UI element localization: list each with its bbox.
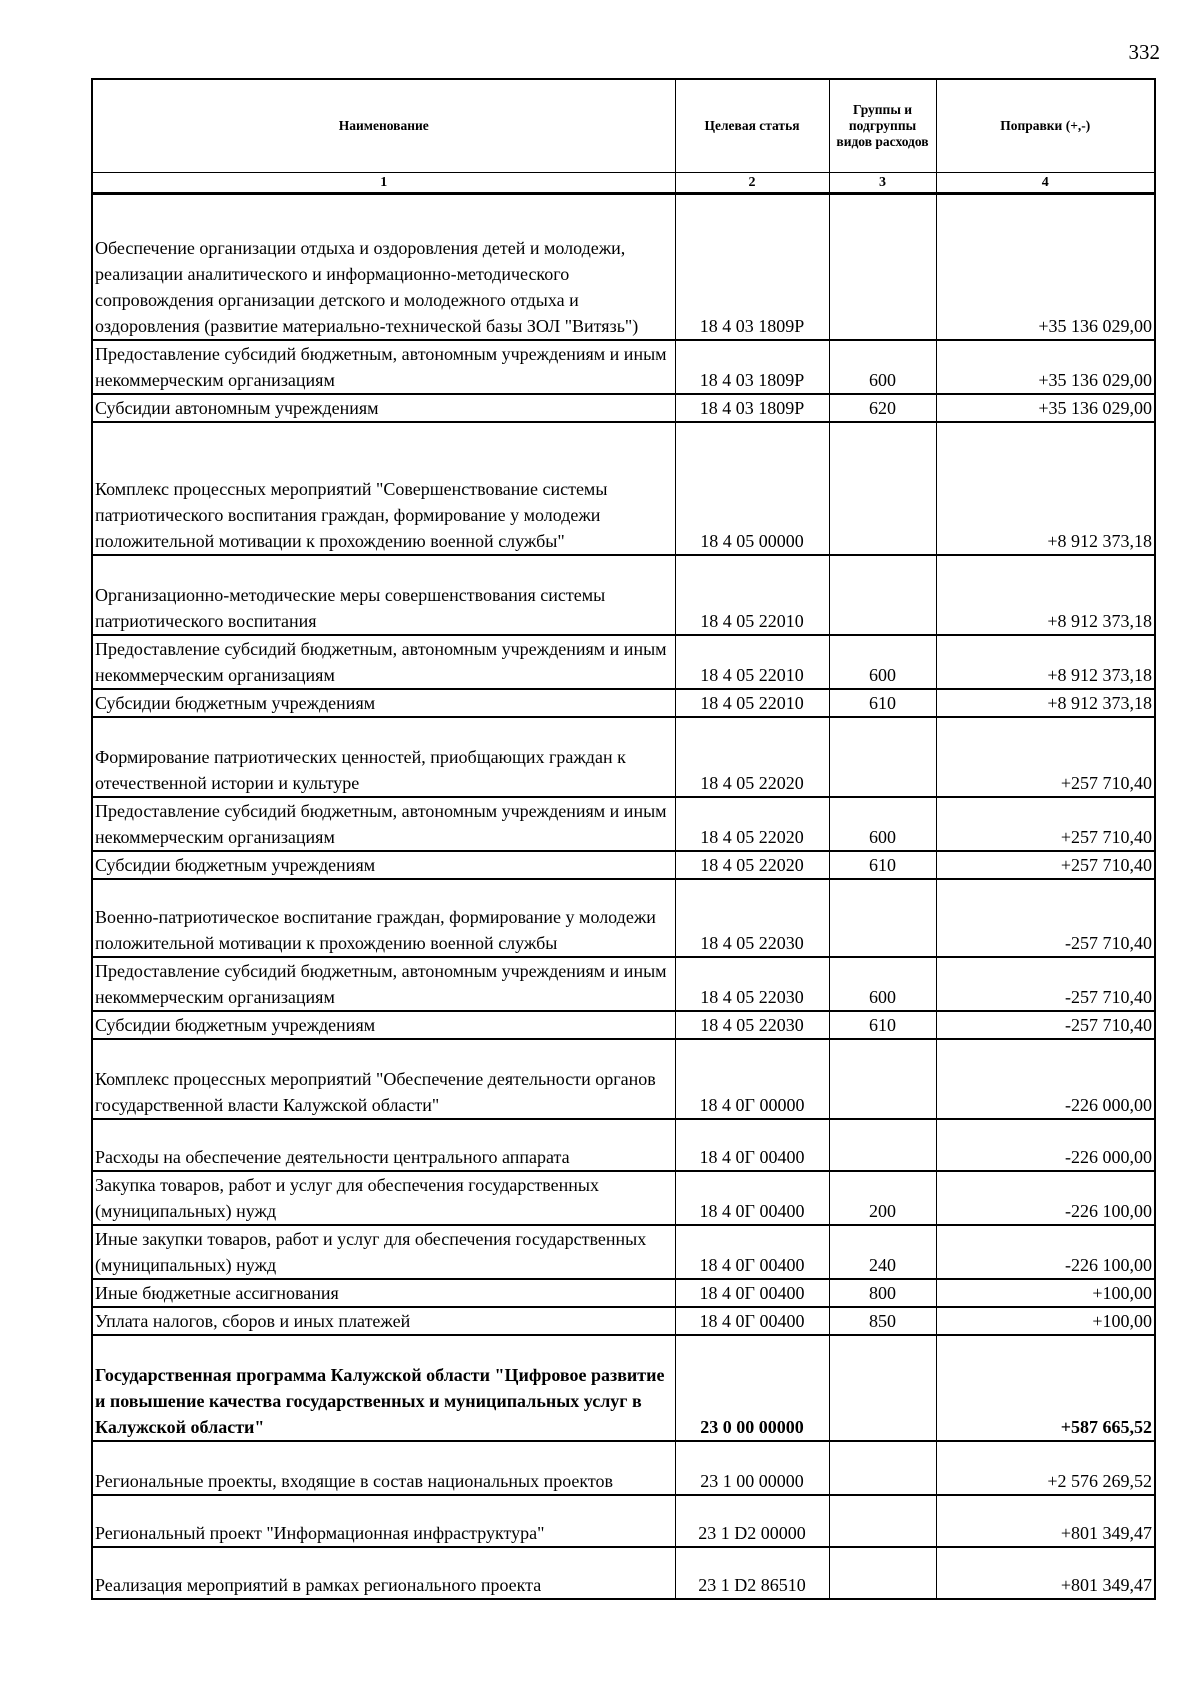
header-expense-groups: Группы и подгруппы видов расходов — [829, 79, 936, 173]
header-number-4: 4 — [936, 173, 1155, 194]
row-code: 18 4 05 00000 — [675, 422, 829, 555]
row-amount: +8 912 373,18 — [936, 555, 1155, 635]
row-amount: +35 136 029,00 — [936, 194, 1155, 340]
header-number-3: 3 — [829, 173, 936, 194]
table-row — [92, 1039, 1155, 1119]
row-code: 18 4 0Г 00400 — [675, 1307, 829, 1335]
row-name: Предоставление субсидий бюджетным, автономным учреждениям и иным некоммерческим организациям — [92, 957, 675, 1011]
row-amount: +8 912 373,18 — [936, 689, 1155, 717]
row-name: Иные бюджетные ассигнования — [92, 1279, 675, 1307]
row-name: Субсидии бюджетным учреждениям — [92, 689, 675, 717]
table-row — [92, 635, 1155, 689]
row-code: 18 4 05 22010 — [675, 555, 829, 635]
table-row — [92, 1307, 1155, 1335]
row-group — [829, 1119, 936, 1171]
row-code: 18 4 0Г 00400 — [675, 1279, 829, 1307]
row-code: 18 4 05 22030 — [675, 879, 829, 957]
row-amount: +2 576 269,52 — [936, 1441, 1155, 1495]
row-code: 18 4 03 1809Р — [675, 194, 829, 340]
row-amount: +35 136 029,00 — [936, 394, 1155, 422]
row-name: Субсидии бюджетным учреждениям — [92, 1011, 675, 1039]
table-row — [92, 422, 1155, 555]
row-group: 600 — [829, 797, 936, 851]
row-group: 610 — [829, 1011, 936, 1039]
row-group — [829, 194, 936, 340]
budget-amendments-table — [91, 78, 1156, 1600]
row-name: Региональный проект "Информационная инфраструктура" — [92, 1495, 675, 1547]
row-name: Комплекс процессных мероприятий "Совершенствование системы патриотического воспитания граждан, формирование у молодежи положительной мотивации к прохождению военной службы" — [92, 422, 675, 555]
row-group — [829, 555, 936, 635]
row-code: 18 4 0Г 00400 — [675, 1171, 829, 1225]
table-row — [92, 957, 1155, 1011]
row-amount: -257 710,40 — [936, 1011, 1155, 1039]
table-row — [92, 1335, 1155, 1441]
row-code: 23 1 D2 86510 — [675, 1547, 829, 1599]
row-amount: -226 100,00 — [936, 1171, 1155, 1225]
row-code: 18 4 05 22030 — [675, 1011, 829, 1039]
row-amount: +8 912 373,18 — [936, 635, 1155, 689]
header-name: Наименование — [92, 79, 675, 173]
row-group: 610 — [829, 689, 936, 717]
row-group — [829, 1039, 936, 1119]
row-code: 18 4 03 1809Р — [675, 340, 829, 394]
row-name: Военно-патриотическое воспитание граждан, формирование у молодежи положительной мотивации к прохождению военной службы — [92, 879, 675, 957]
row-amount: +100,00 — [936, 1279, 1155, 1307]
row-amount: +587 665,52 — [936, 1335, 1155, 1441]
row-amount: +801 349,47 — [936, 1547, 1155, 1599]
table-row — [92, 1011, 1155, 1039]
row-group — [829, 1495, 936, 1547]
table-row — [92, 340, 1155, 394]
row-code: 23 0 00 00000 — [675, 1335, 829, 1441]
row-name: Закупка товаров, работ и услуг для обеспечения государственных (муниципальных) нужд — [92, 1171, 675, 1225]
row-group — [829, 1335, 936, 1441]
row-group — [829, 1547, 936, 1599]
table-row — [92, 1441, 1155, 1495]
row-code: 18 4 05 22020 — [675, 797, 829, 851]
row-amount: +8 912 373,18 — [936, 422, 1155, 555]
row-name: Субсидии бюджетным учреждениям — [92, 851, 675, 879]
table-row — [92, 717, 1155, 797]
row-code: 18 4 0Г 00400 — [675, 1119, 829, 1171]
table-row — [92, 689, 1155, 717]
row-name: Предоставление субсидий бюджетным, автономным учреждениям и иным некоммерческим организациям — [92, 797, 675, 851]
row-group — [829, 422, 936, 555]
table-row — [92, 1119, 1155, 1171]
row-amount: -226 000,00 — [936, 1039, 1155, 1119]
table-row — [92, 194, 1155, 340]
table-row — [92, 797, 1155, 851]
table-row — [92, 851, 1155, 879]
row-name: Предоставление субсидий бюджетным, автономным учреждениям и иным некоммерческим организациям — [92, 635, 675, 689]
row-code: 18 4 0Г 00000 — [675, 1039, 829, 1119]
row-group: 240 — [829, 1225, 936, 1279]
row-amount: +257 710,40 — [936, 717, 1155, 797]
header-target-article: Целевая статья — [675, 79, 829, 173]
row-name: Организационно-методические меры совершенствования системы патриотического воспитания — [92, 555, 675, 635]
row-amount: +100,00 — [936, 1307, 1155, 1335]
table-row — [92, 555, 1155, 635]
row-amount: +257 710,40 — [936, 797, 1155, 851]
row-group: 800 — [829, 1279, 936, 1307]
row-amount: +257 710,40 — [936, 851, 1155, 879]
row-group — [829, 879, 936, 957]
row-name: Реализация мероприятий в рамках регионального проекта — [92, 1547, 675, 1599]
row-group: 620 — [829, 394, 936, 422]
table-row — [92, 1495, 1155, 1547]
row-code: 23 1 D2 00000 — [675, 1495, 829, 1547]
row-amount: +35 136 029,00 — [936, 340, 1155, 394]
row-name: Обеспечение организации отдыха и оздоровления детей и молодежи, реализации аналитического и информационно-методического сопровождения организации детского и молодежного отдыха и оздоровления (развитие материально-технической базы ЗОЛ "Витязь") — [92, 194, 675, 340]
row-name: Субсидии автономным учреждениям — [92, 394, 675, 422]
row-name: Предоставление субсидий бюджетным, автономным учреждениям и иным некоммерческим организациям — [92, 340, 675, 394]
row-group: 850 — [829, 1307, 936, 1335]
header-number-2: 2 — [675, 173, 829, 194]
row-code: 18 4 03 1809Р — [675, 394, 829, 422]
row-name: Уплата налогов, сборов и иных платежей — [92, 1307, 675, 1335]
row-code: 18 4 05 22030 — [675, 957, 829, 1011]
row-group — [829, 1441, 936, 1495]
table-row — [92, 394, 1155, 422]
row-amount: +801 349,47 — [936, 1495, 1155, 1547]
table-row — [92, 1171, 1155, 1225]
header-amendments: Поправки (+,-) — [936, 79, 1155, 173]
row-amount: -226 100,00 — [936, 1225, 1155, 1279]
table-row — [92, 1279, 1155, 1307]
page-number: 332 — [1128, 40, 1160, 64]
row-name: Государственная программа Калужской области "Цифровое развитие и повышение качества государственных и муниципальных услуг в Калужской области" — [92, 1335, 675, 1441]
row-code: 18 4 05 22010 — [675, 689, 829, 717]
row-amount: -257 710,40 — [936, 879, 1155, 957]
row-group: 600 — [829, 340, 936, 394]
row-name: Формирование патриотических ценностей, приобщающих граждан к отечественной истории и культуре — [92, 717, 675, 797]
row-group — [829, 717, 936, 797]
row-group: 600 — [829, 635, 936, 689]
row-name: Комплекс процессных мероприятий "Обеспечение деятельности органов государственной власти Калужской области" — [92, 1039, 675, 1119]
row-code: 18 4 0Г 00400 — [675, 1225, 829, 1279]
row-code: 23 1 00 00000 — [675, 1441, 829, 1495]
row-name: Иные закупки товаров, работ и услуг для обеспечения государственных (муниципальных) нужд — [92, 1225, 675, 1279]
row-code: 18 4 05 22020 — [675, 717, 829, 797]
table-body — [92, 194, 1155, 1599]
row-name: Региональные проекты, входящие в состав национальных проектов — [92, 1441, 675, 1495]
table-row — [92, 879, 1155, 957]
table-row — [92, 1225, 1155, 1279]
row-group: 200 — [829, 1171, 936, 1225]
row-code: 18 4 05 22010 — [675, 635, 829, 689]
row-group: 610 — [829, 851, 936, 879]
row-amount: -257 710,40 — [936, 957, 1155, 1011]
row-group: 600 — [829, 957, 936, 1011]
row-amount: -226 000,00 — [936, 1119, 1155, 1171]
header-number-1: 1 — [92, 173, 675, 194]
row-name: Расходы на обеспечение деятельности центрального аппарата — [92, 1119, 675, 1171]
table-row — [92, 1547, 1155, 1599]
row-code: 18 4 05 22020 — [675, 851, 829, 879]
